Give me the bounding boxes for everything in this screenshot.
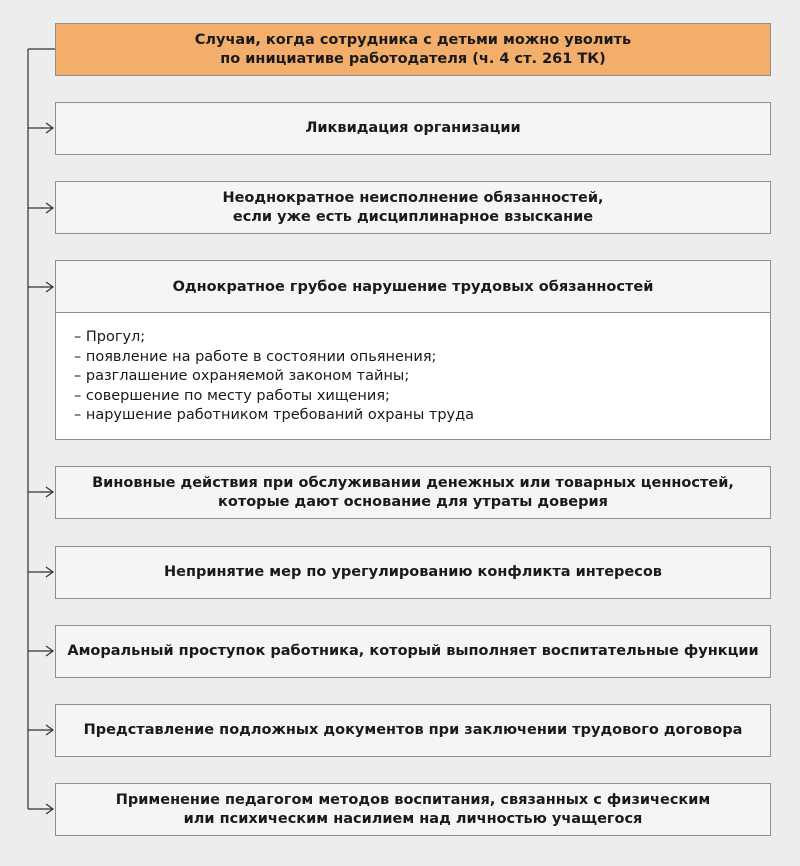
- case-text-line: Неоднократное неисполнение обязанностей,: [222, 189, 604, 206]
- list-item: – разглашение охраняемой законом тайны;: [74, 368, 410, 384]
- case-text-line: которые дают основание для утраты доверия: [218, 493, 608, 510]
- case-violent-teaching-methods: [55, 783, 771, 836]
- case-text-line: Представление подложных документов при заключении трудового договора: [83, 722, 743, 738]
- case-text-line: или психическим насилием над личностью учащегося: [183, 810, 643, 827]
- case-text-line: Аморальный проступок работника, который выполняет воспитательные функции: [67, 643, 759, 659]
- case-text-line: Виновные действия при обслуживании денежных или товарных ценностей,: [92, 474, 734, 491]
- case-gross-violation: [55, 260, 771, 440]
- case-loss-of-trust: [55, 466, 771, 519]
- list-item: – появление на работе в состоянии опьянения;: [74, 348, 437, 365]
- list-item: – Прогул;: [74, 329, 146, 345]
- case-text-line: Непринятие мер по урегулированию конфликта интересов: [164, 564, 662, 580]
- title-line-1: Случаи, когда сотрудника с детьми можно уволить: [194, 31, 632, 48]
- case-liquidation: [55, 102, 771, 155]
- case-forged-documents: [55, 704, 771, 757]
- case-gross-violation-title: Однократное грубое нарушение трудовых обязанностей: [56, 261, 770, 313]
- list-item: – совершение по месту работы хищения;: [74, 387, 390, 404]
- case-repeated-nonperformance: [55, 181, 771, 234]
- case-text-line: если уже есть дисциплинарное взыскание: [232, 208, 594, 225]
- case-text-line: Применение педагогом методов воспитания, связанных с физическим: [115, 791, 711, 808]
- title-line-2: по инициативе работодателя (ч. 4 ст. 261 ТК): [220, 50, 606, 67]
- list-item: – нарушение работником требований охраны труда: [74, 407, 475, 423]
- violation-list: [56, 313, 770, 426]
- case-immoral-act: [55, 625, 771, 678]
- case-text-line: Ликвидация организации: [305, 120, 521, 136]
- case-conflict-of-interest: [55, 546, 771, 599]
- diagram-title-box: [55, 23, 771, 76]
